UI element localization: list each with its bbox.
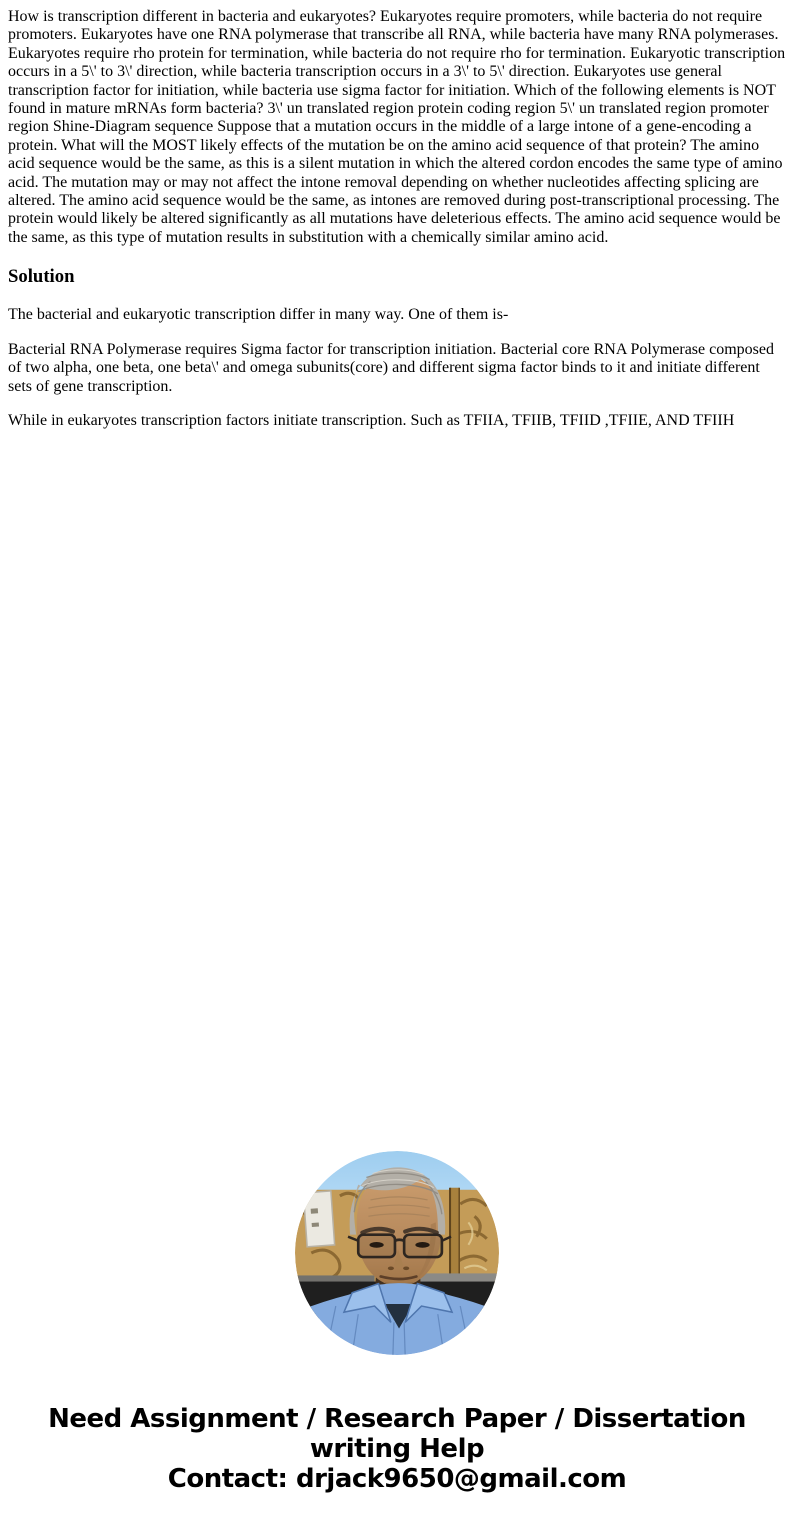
tutor-avatar-illustration <box>295 1151 499 1355</box>
solution-paragraph-intro: The bacterial and eukaryotic transcription differ in many way. One of them is- <box>8 306 509 324</box>
blank-space <box>8 446 786 1151</box>
door-frame <box>450 1188 459 1284</box>
footer-help-line-2: writing Help <box>309 1434 485 1465</box>
shelf-strip-right <box>419 1274 499 1283</box>
wall-switch-plate <box>303 1191 334 1247</box>
tutor-avatar <box>295 1151 499 1355</box>
footer-banner <box>8 1404 786 1514</box>
left-nostril <box>388 1267 394 1271</box>
footer-contact-email: Contact: drjack9650@gmail.com <box>167 1464 627 1495</box>
right-eye <box>415 1242 429 1248</box>
solution-paragraph-eukaryote: While in eukaryotes transcription factors initiate transcription. Such as TFIIA, TFIIB, TFIID ,TFIIE, AND TFIIH <box>8 412 735 430</box>
solution-heading: Solution <box>8 265 75 287</box>
solution-paragraph-bacterial: Bacterial RNA Polymerase requires Sigma factor for transcription initiation. Bacterial core RNA Polymerase composed of two alpha, one beta, one beta\' and omega subunits(core) and different sigma factor binds to it and initiate different sets of gene transcription. <box>8 340 775 395</box>
footer-help-line-1: Need Assignment / Research Paper / Dissertation <box>48 1404 746 1435</box>
left-eye <box>369 1242 383 1248</box>
question-paragraph: How is transcription different in bacteria and eukaryotes? Eukaryotes require promoters, while bacteria do not require promoters. Eukaryotes have one RNA polymerase that transcribe all RNA, while bacteria have many RNA polymerases. Eukaryotes require rho protein for termination, while bacteria do not require rho for termination. Eukaryotic transcription occurs in a 5\' to 3\' direction, while bacteria transcription occurs in a 3\' to 5\' direction. Eukaryotes use general transcription factor for initiation, while bacteria use sigma factor for initiation. Which of the following elements is NOT found in mature mRNAs form bacteria? 3\' un translated region protein coding region 5\' un translated region promoter region Shine-Diagram sequence Suppose that a mutation occurs in the middle of a large intone of a gene-encoding a protein. What will the MOST likely effects of the mutation be on the amino acid sequence of that protein? The amino acid sequence would be the same, as this is a silent mutation in which the altered cordon encodes the same type of amino acid. The mutation may or may not affect the intone removal depending on whether nucleotides affecting splicing are altered. The amino acid sequence would be the same, as intones are removed during post-transcriptional processing. The protein would likely be altered significantly as all mutations have deleterious effects. The amino acid sequence would be the same, as this type of mutation results in substitution with a chemically similar amino acid. <box>8 8 786 246</box>
right-nostril <box>403 1267 409 1271</box>
